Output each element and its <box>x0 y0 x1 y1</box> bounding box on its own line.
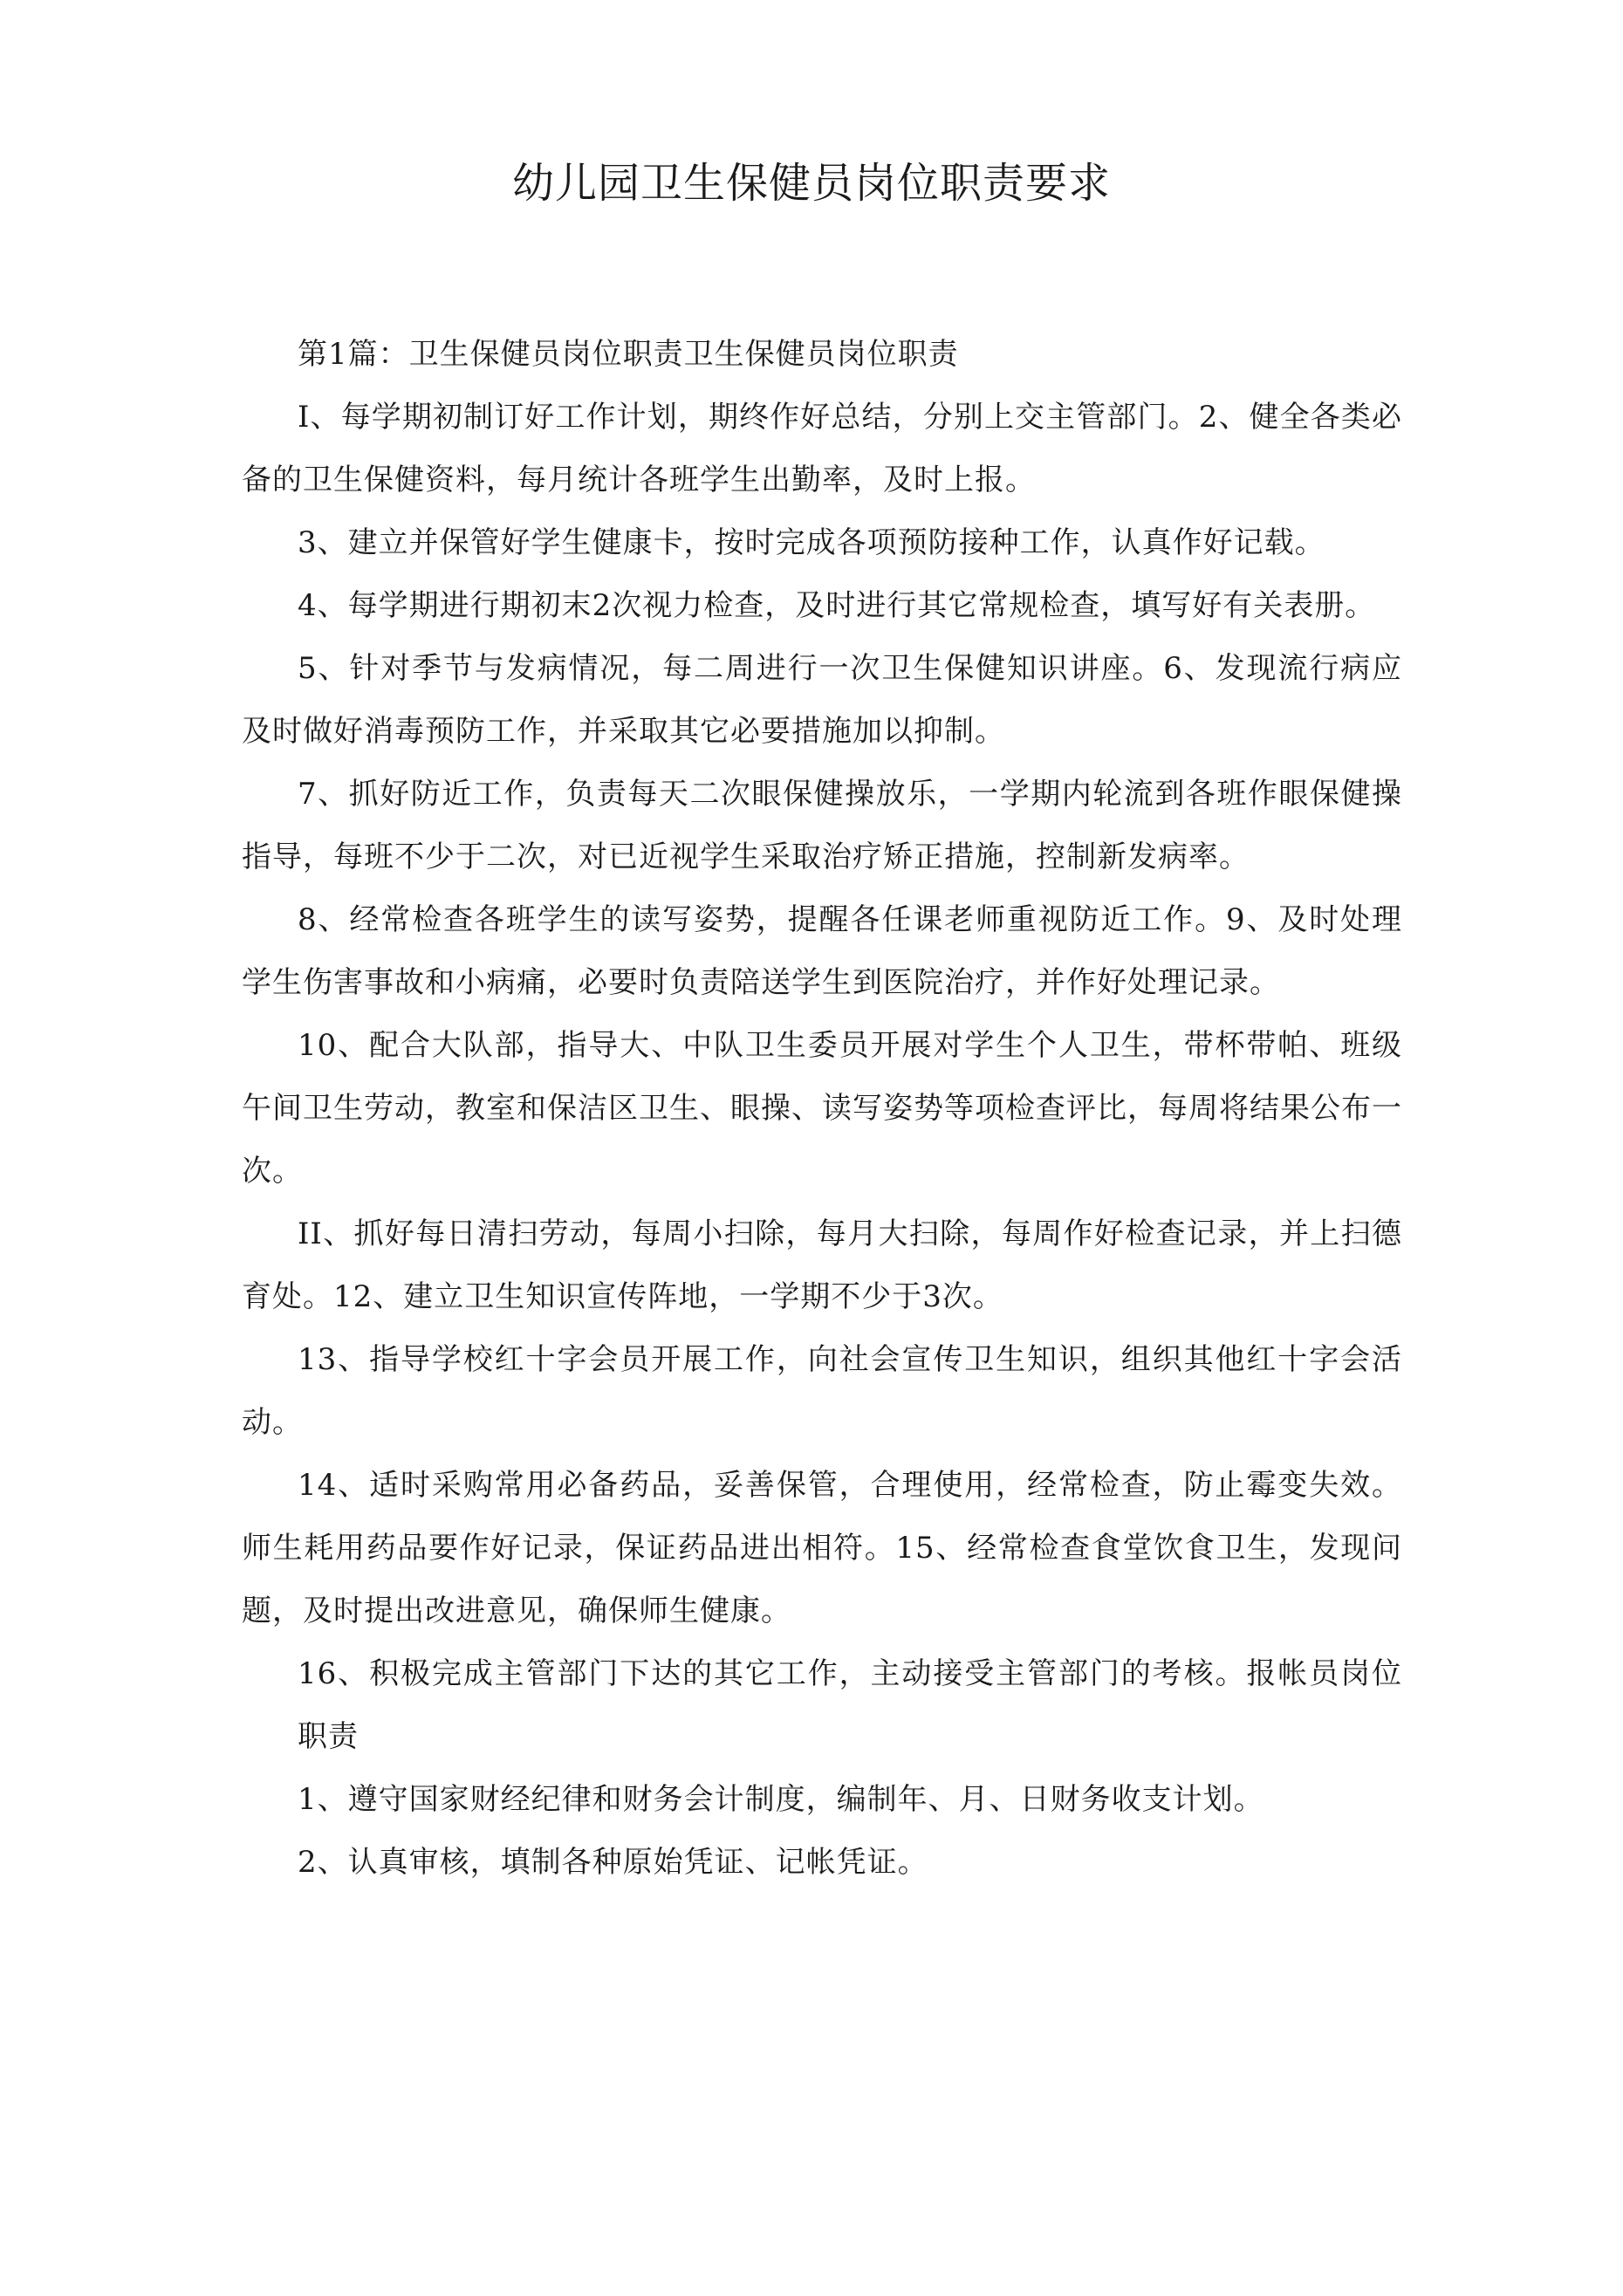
paragraph: I、每学期初制订好工作计划，期终作好总结，分别上交主管部门。2、健全各类必备的卫生保健资料，每月统计各班学生出勤率，及时上报。 <box>242 400 1402 497</box>
paragraph: 2、认真审核，填制各种原始凭证、记帐凭证。 <box>298 1845 928 1880</box>
document-body <box>242 323 1402 1894</box>
paragraph: 1、遵守国家财经纪律和财务会计制度，编制年、月、日财务收支计划。 <box>298 1782 1264 1817</box>
paragraph: 4、每学期进行期初末2次视力检查，及时进行其它常规检查，填写好有关表册。 <box>298 588 1376 623</box>
paragraph: 8、经常检查各班学生的读写姿势，提醒各任课老师重视防近工作。9、及时处理学生伤害事故和小病痛，必要时负责陪送学生到医院治疗，并作好处理记录。 <box>242 902 1402 1000</box>
paragraph: 16、积极完成主管部门下达的其它工作，主动接受主管部门的考核。报帐员岗位职责 <box>298 1656 1402 1754</box>
paragraph: 5、针对季节与发病情况，每二周进行一次卫生保健知识讲座。6、发现流行病应及时做好消毒预防工作，并采取其它必要措施加以抑制。 <box>242 651 1402 749</box>
paragraph: 13、指导学校红十字会员开展工作，向社会宣传卫生知识，组织其他红十字会活动。 <box>242 1342 1402 1440</box>
document-title: 幼儿园卫生保健员岗位职责要求 <box>511 159 1111 208</box>
paragraph: II、抓好每日清扫劳动，每周小扫除，每月大扫除，每周作好检查记录，并上扫德育处。12、建立卫生知识宣传阵地，一学期不少于3次。 <box>242 1217 1402 1314</box>
section-heading: 第1篇：卫生保健员岗位职责卫生保健员岗位职责 <box>298 337 959 372</box>
paragraph: 3、建立并保管好学生健康卡，按时完成各项预防接种工作，认真作好记载。 <box>298 525 1325 560</box>
paragraph: 10、配合大队部，指导大、中队卫生委员开展对学生个人卫生，带杯带帕、班级午间卫生劳动，教室和保洁区卫生、眼操、读写姿势等项检查评比，每周将结果公布一次。 <box>242 1028 1402 1189</box>
paragraph: 7、抓好防近工作，负责每天二次眼保健操放乐，一学期内轮流到各班作眼保健操指导，每班不少于二次，对已近视学生采取治疗矫正措施，控制新发病率。 <box>242 777 1402 874</box>
paragraph: 14、适时采购常用必备药品，妥善保管，合理使用，经常检查，防止霉变失效。师生耗用药品要作好记录，保证药品进出相符。15、经常检查食堂饮食卫生，发现问题，及时提出改进意见，确保师生健康。 <box>242 1468 1402 1628</box>
